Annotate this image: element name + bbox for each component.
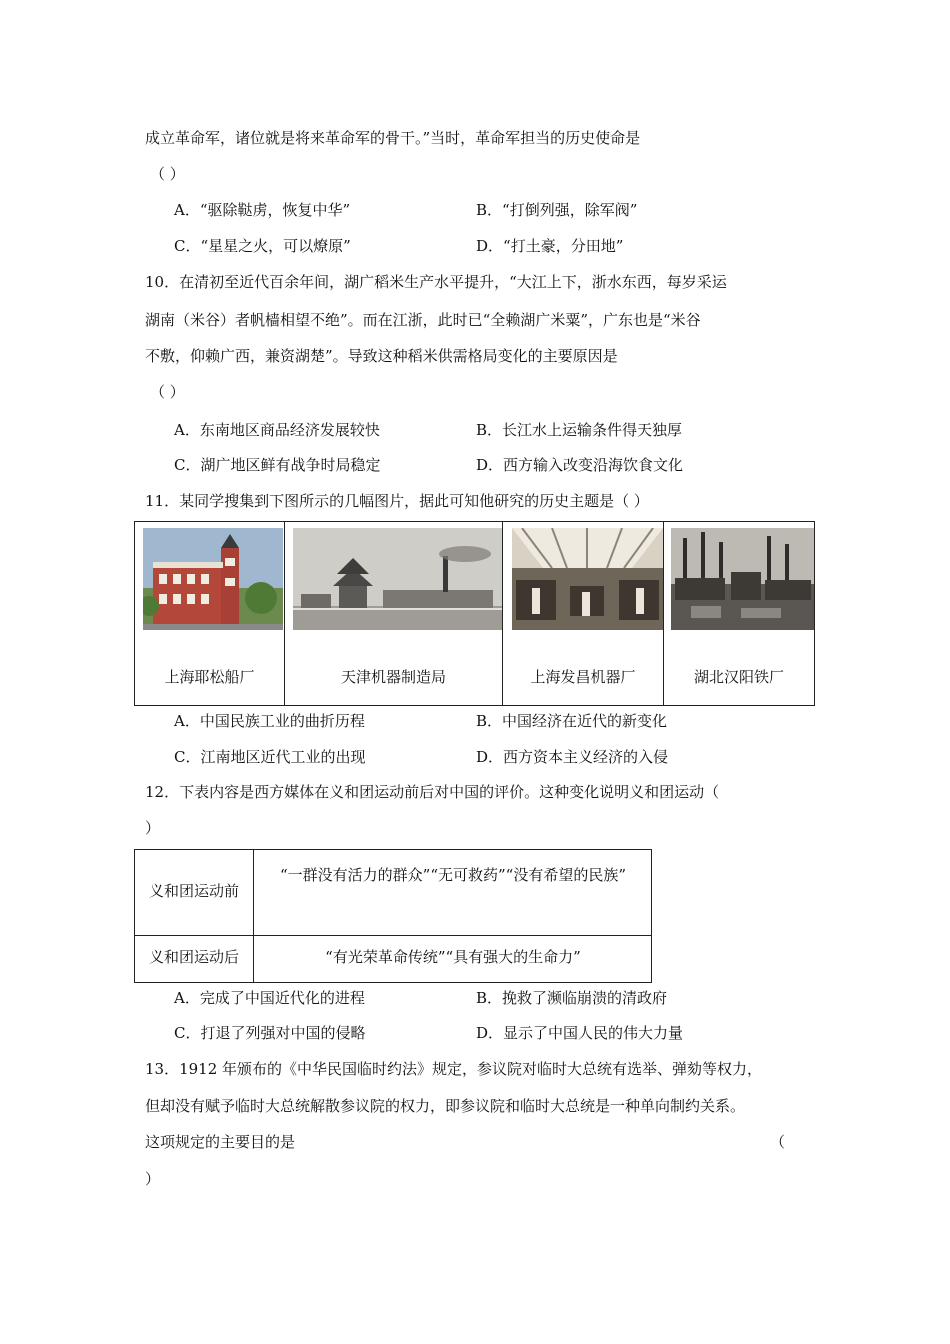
- q11-image-table: [134, 521, 815, 706]
- q9-stem-continuation: 成立革命军，诸位就是将来革命军的骨干。”当时，革命军担当的历史使命是: [145, 129, 641, 147]
- row-value-before: “一群没有活力的群众”“无可救药”“没有希望的民族”: [279, 866, 626, 884]
- q10-option-d[interactable]: D．西方输入改变沿海饮食文化: [476, 456, 684, 474]
- q12-option-c[interactable]: C．打退了列强对中国的侵略: [174, 1024, 366, 1042]
- q11-stem: 11．某同学搜集到下图所示的几幅图片，据此可知他研究的历史主题是（ ）: [145, 492, 649, 510]
- q13-paren-open: （: [770, 1133, 786, 1151]
- q10-stem-line-3: 不敷，仰赖广西，兼资湖楚”。导致这种稻米供需格局变化的主要原因是: [145, 347, 618, 365]
- photo-tianjin-arsenal: [293, 528, 502, 630]
- q10-option-c[interactable]: C．湖广地区鲜有战争时局稳定: [174, 456, 381, 474]
- q12-evaluation-table: [134, 849, 652, 983]
- q13-paren-close: ）: [145, 1170, 161, 1188]
- q11-option-a[interactable]: A．中国民族工业的曲折历程: [174, 712, 365, 730]
- q9-option-b[interactable]: B．“打倒列强，除军阀”: [476, 201, 638, 219]
- row-label-before: 义和团运动前: [148, 882, 239, 900]
- q10-stem-line-1: 10．在清初至近代百余年间，湖广稻米生产水平提升，“大江上下，浙水东西，每岁采运: [145, 273, 727, 291]
- q13-stem-line-1: 13．1912 年颁布的《中华民国临时约法》规定，参议院对临时大总统有选举、弹劾等权力，: [145, 1060, 763, 1078]
- q12-option-b[interactable]: B．挽救了濒临崩溃的清政府: [476, 989, 668, 1007]
- caption-tianjin-arsenal: 天津机器制造局: [340, 668, 446, 686]
- q10-option-a[interactable]: A．东南地区商品经济发展较快: [174, 421, 380, 439]
- caption-hanyang-ironworks: 湖北汉阳铁厂: [693, 668, 784, 686]
- q12-stem: 12．下表内容是西方媒体在义和团运动前后对中国的评价。这种变化说明义和团运动（: [145, 783, 720, 801]
- q13-stem-line-2: 但却没有赋予临时大总统解散参议院的权力，即参议院和临时大总统是一种单向制约关系。: [145, 1097, 746, 1115]
- row-value-after: “有光荣革命传统”“具有强大的生命力”: [325, 948, 581, 966]
- q9-answer-paren: （ ）: [150, 165, 185, 183]
- q9-option-d[interactable]: D．“打土豪，分田地”: [476, 237, 624, 255]
- q11-option-d[interactable]: D．西方资本主义经济的入侵: [476, 748, 669, 766]
- q12-option-d[interactable]: D．显示了中国人民的伟大力量: [476, 1024, 684, 1042]
- photo-shanghai-machine-works: [512, 528, 663, 630]
- q9-option-c[interactable]: C．“星星之火，可以燎原”: [174, 237, 351, 255]
- photo-shanghai-shipyard: [143, 528, 283, 630]
- q12-stem-end: ）: [145, 819, 161, 837]
- q13-stem-line-3: 这项规定的主要目的是: [145, 1133, 296, 1151]
- photo-hanyang-ironworks: [671, 528, 814, 630]
- table-divider: [135, 935, 651, 936]
- q10-answer-paren: （ ）: [150, 383, 185, 401]
- caption-shanghai-machine-works: 上海发昌机器厂: [530, 668, 636, 686]
- q10-option-b[interactable]: B．长江水上运输条件得天独厚: [476, 421, 683, 439]
- q11-option-c[interactable]: C．江南地区近代工业的出现: [174, 748, 366, 766]
- row-label-after: 义和团运动后: [148, 948, 239, 966]
- caption-shanghai-shipyard: 上海耶松船厂: [164, 668, 255, 686]
- q11-option-b[interactable]: B．中国经济在近代的新变化: [476, 712, 668, 730]
- q9-option-a[interactable]: A．“驱除鞑虏，恢复中华”: [174, 201, 351, 219]
- q10-stem-line-2: 湖南（米谷）者帆樯相望不绝”。而在江浙，此时已“全赖湖广米粟”，广东也是“米谷: [145, 311, 701, 329]
- q12-option-a[interactable]: A．完成了中国近代化的进程: [174, 989, 365, 1007]
